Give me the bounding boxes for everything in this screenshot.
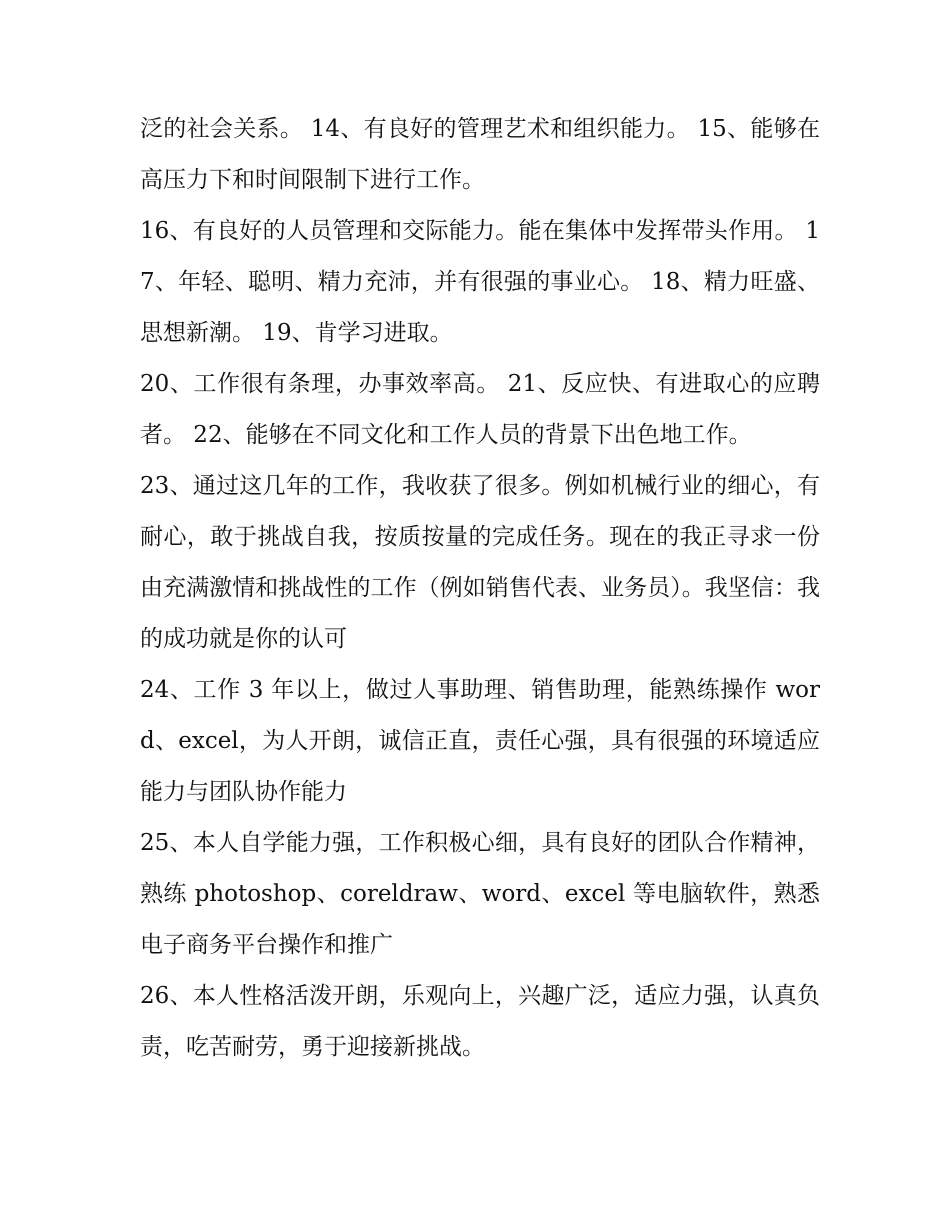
paragraph-continuation-14-15: 泛的社会关系。 14、有良好的管理艺术和组织能力。 15、能够在高压力下和时间限制下进行工作。 — [140, 116, 820, 193]
paragraph-23: 23、通过这几年的工作，我收获了很多。例如机械行业的细心，有耐心，敢于挑战自我，按质按量的完成任务。现在的我正寻求一份由充满激情和挑战性的工作（例如销售代表、业务员）。我坚信：我的成功就是你的认可 — [140, 473, 820, 652]
paragraph-25: 25、本人自学能力强，工作积极心细，具有良好的团队合作精神，熟练 photoshop、coreldraw、word、excel 等电脑软件，熟悉电子商务平台操作和推广 — [140, 830, 820, 958]
paragraph-26: 26、本人性格活泼开朗，乐观向上，兴趣广泛，适应力强，认真负责，吃苦耐劳，勇于迎接新挑战。 — [140, 983, 820, 1060]
paragraph-20-22: 20、工作很有条理，办事效率高。 21、反应快、有进取心的应聘者。 22、能够在不同文化和工作人员的背景下出色地工作。 — [140, 371, 820, 448]
paragraph-16-19: 16、有良好的人员管理和交际能力。能在集体中发挥带头作用。 17、年轻、聪明、精力充沛，并有很强的事业心。 18、精力旺盛、思想新潮。 19、肯学习进取。 — [140, 218, 820, 346]
paragraph-24: 24、工作 3 年以上，做过人事助理、销售助理，能熟练操作 word、excel，为人开朗，诚信正直，责任心强，具有很强的环境适应能力与团队协作能力 — [140, 677, 820, 805]
document-body — [140, 104, 820, 1073]
